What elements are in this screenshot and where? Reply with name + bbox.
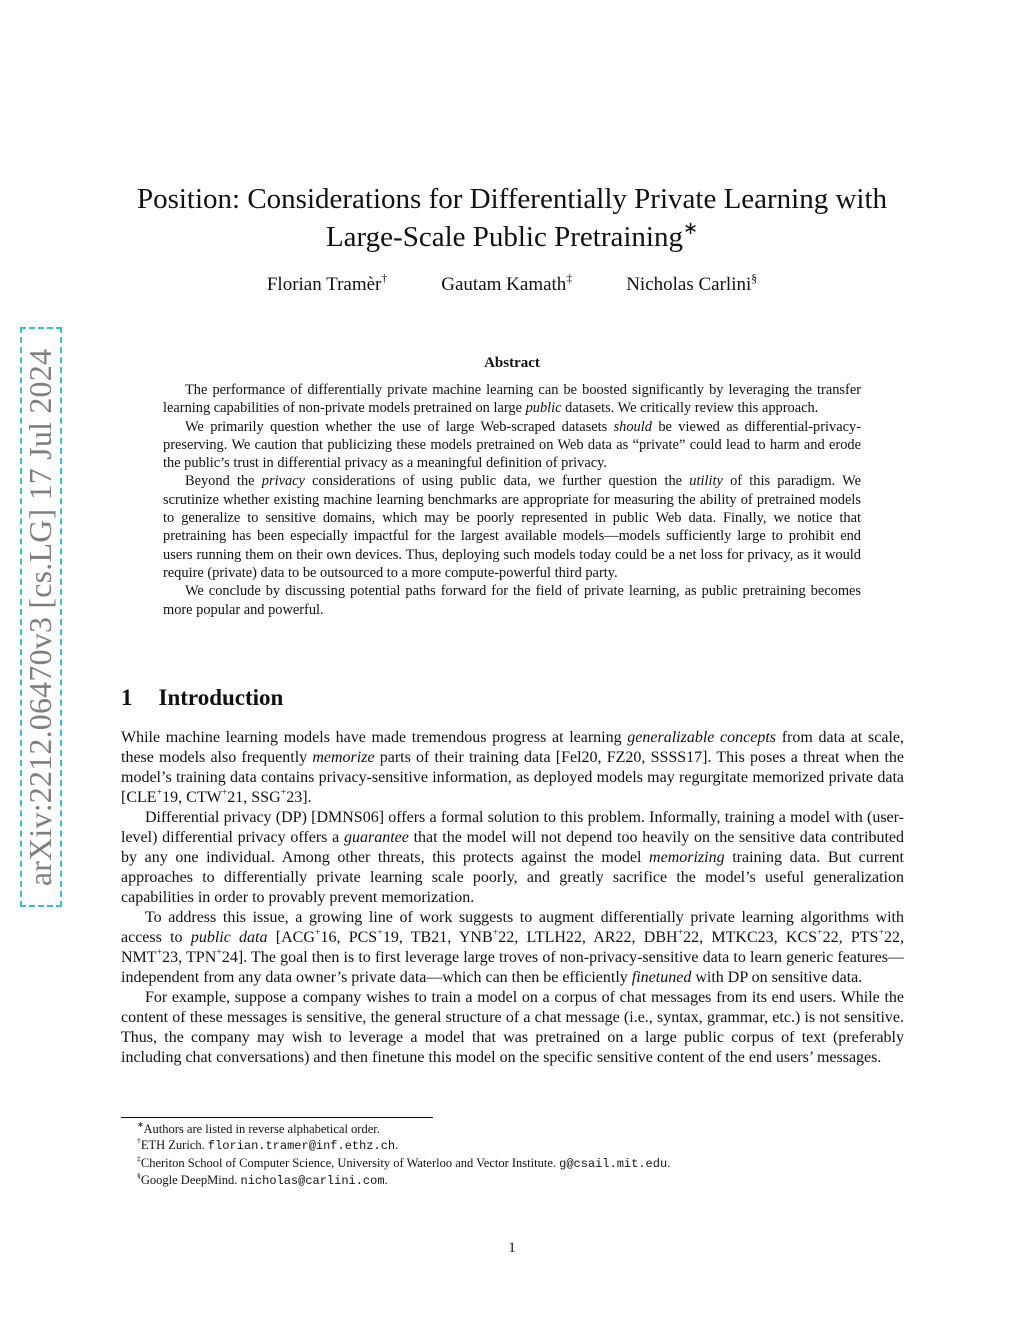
- intro-paragraph-3: To address this issue, a growing line of work suggests to augment differentially private learning algorithms with access to public data [ACG+16, PCS+19, TB21, YNB+22, LTLH22, AR22, DBH+22, MTKC23, KCS+22, PTS+22, NMT+23, TPN+24]. The goal then is to first leverage large troves of non-privacy-sensitive data to learn generic features—independent from any data owner’s private data—which can then be efficiently finetuned with DP on sensitive data.: [121, 909, 905, 986]
- author-list: [100, 271, 924, 296]
- abstract-paragraph-3: Beyond the privacy considerations of using public data, we further question the utility of this paradigm. We scrutinize whether existing machine learning benchmarks are appropriate for measuring the ability of pretrained models to generalize to sensitive domains, which may be poorly represented in public Web data. Finally, we notice that pretraining has been especially impactful for the largest available models—models sufficiently large to prohibit end users running them on their own devices. Thus, deploying such models today could be a net loss for privacy, as it would require (private) data to be outsourced to a more compute-powerful third party.: [163, 473, 862, 581]
- introduction-body: [121, 728, 904, 1068]
- section-number: 1: [121, 685, 133, 710]
- arxiv-identifier-text: arXiv:2212.06470v3 [cs.LG] 17 Jul 2024: [22, 348, 59, 886]
- author-3-mark: §: [751, 271, 758, 285]
- intro-paragraph-2: Differential privacy (DP) [DMNS06] offers a formal solution to this problem. Informally, training a model with (user-level) differential privacy offers a guarantee that the model will not depend too heavily on the sensitive data contributed by any one individual. Among other threats, this protects against the model memorizing training data. But current approaches to differentially private learning scale poorly, and greatly sacrifice the model’s useful generalization capabilities in order to provably prevent memorization.: [121, 809, 904, 906]
- title-line-1: Position: Considerations for Differentially Private Learning with: [136, 183, 888, 215]
- author-1-mark: †: [381, 271, 388, 285]
- section-title: Introduction: [158, 685, 284, 710]
- title-line-2: Large-Scale Public Pretraining∗: [325, 217, 699, 253]
- intro-paragraph-1: While machine learning models have made tremendous progress at learning generalizable concepts from data at scale, these models also frequently memorize parts of their training data [Fel20, FZ20, SSSS17]. This poses a threat when the model’s training data contains privacy-sensitive information, as deployed models may regurgitate memorized private data [CLE+19, CTW+21, SSG+23].: [121, 729, 904, 806]
- abstract-paragraph-4: We conclude by discussing potential paths forward for the field of private learning, as public pretraining becomes more popular and powerful.: [163, 583, 861, 618]
- author-1: Florian Tramèr†: [266, 271, 388, 295]
- abstract-paragraph-2: We primarily question whether the use of large Web-scraped datasets should be viewed as differential-privacy-preserving. We caution that publicizing these models pretrained on Web data as “private” could lead to harm and erode the public’s trust in differential privacy as a meaningful definition of privacy.: [163, 418, 861, 472]
- footnote-3-email: g@csail.mit.edu: [559, 1156, 668, 1171]
- footnote-2: †ETH Zurich. florian.tramer@inf.ethz.ch.: [137, 1136, 399, 1154]
- footnote-2-email: florian.tramer@inf.ethz.ch: [207, 1139, 396, 1154]
- footnote-4: §Google DeepMind. nicholas@carlini.com.: [137, 1170, 388, 1188]
- arxiv-identifier-stamp: [20, 327, 62, 907]
- abstract-body: [163, 381, 861, 619]
- footnote-divider: [121, 1117, 433, 1118]
- paper-title: [100, 180, 924, 256]
- page-number: 1: [508, 1240, 516, 1256]
- abstract-heading: Abstract: [484, 355, 540, 371]
- author-2: Gautam Kamath‡: [441, 271, 573, 295]
- abstract-paragraph-1: The performance of differentially private machine learning can be boosted significantly by leveraging the transfer learning capabilities of non-private models pretrained on large public datasets. We critically review this approach.: [163, 382, 861, 417]
- footnotes: [121, 1121, 904, 1189]
- intro-paragraph-4: For example, suppose a company wishes to train a model on a corpus of chat messages from its end users. While the content of these messages is sensitive, the general structure of a chat message (i.e., syntax, grammar, etc.) is not sensitive. Thus, the company may wish to leverage a model that was pretrained on a large public corpus of text (preferably including chat conversations) and then finetune this model on the specific sensitive content of the end users’ messages.: [121, 989, 904, 1066]
- section-heading-introduction: [121, 685, 283, 711]
- author-2-mark: ‡: [566, 271, 573, 285]
- title-footnote-mark: ∗: [682, 217, 699, 238]
- footnote-1: ∗Authors are listed in reverse alphabetical order.: [137, 1120, 380, 1136]
- footnote-4-email: nicholas@carlini.com: [240, 1173, 385, 1188]
- author-3: Nicholas Carlini§: [626, 271, 758, 295]
- footnote-3: ‡Cheriton School of Computer Science, University of Waterloo and Vector Institute. g@csail.mit.edu.: [137, 1153, 671, 1171]
